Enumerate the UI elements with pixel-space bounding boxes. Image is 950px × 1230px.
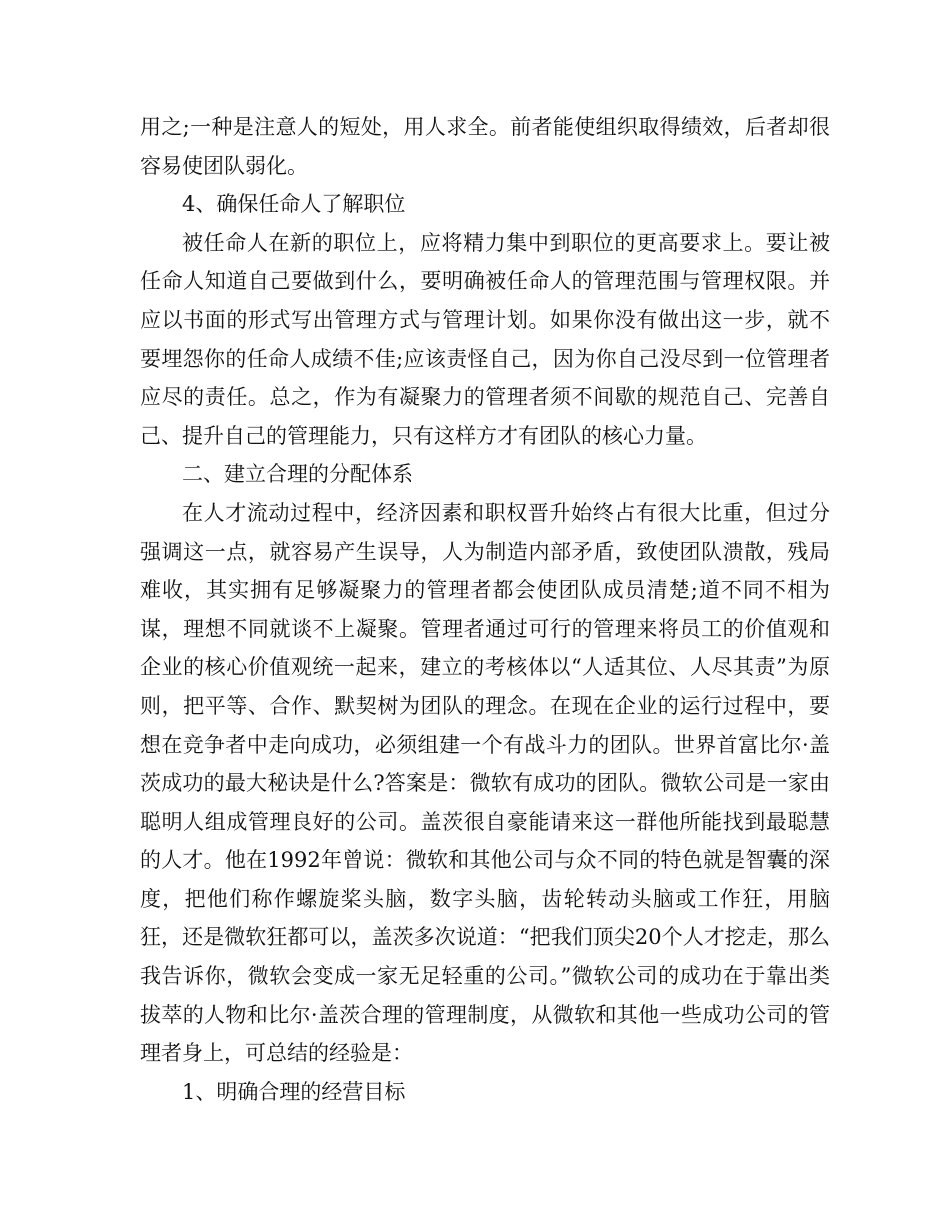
paragraph-continuation: 用之;一种是注意人的短处，用人求全。前者能使组织取得绩效，后者却很容易使团队弱化。 xyxy=(140,115,830,178)
paragraph-talent-flow-microsoft: 在人才流动过程中，经济因素和职权晋升始终占有很大比重，但过分强调这一点，就容易产生误导，人为制造内部矛盾，致使团队溃散，残局难收，其实拥有足够凝聚力的管理者都会使团队成员清楚;道不同不相为谋，理想不同就谈不上凝聚。管理者通过可行的管理来将员工的价值观和企业的核心价值观统一起来，建立的考核体以“人适其位、人尽其责”为原则，把平等、合作、默契树为团队的理念。在现在企业的运行过程中，要想在竞争者中走向成功，必须组建一个有战斗力的团队。世界首富比尔·盖茨成功的最大秘诀是什么?答案是：微软有成功的团队。微软公司是一家由聪明人组成管理良好的公司。盖茨很自豪能请来这一群他所能找到最聪慧的人才。他在1992年曾说：微软和其他公司与众不同的特色就是智囊的深度，把他们称作螺旋桨头脑，数字头脑，齿轮转动头脑或工作狂，用脑狂，还是微软狂都可以，盖茨多次说道：“把我们顶尖20个人才挖走，那么我告诉你，微软会变成一家无足轻重的公司。”微软公司的成功在于靠出类拔萃的人物和比尔·盖茨合理的管理制度，从微软和其他一些成功公司的管理者身上，可总结的经验是： xyxy=(140,500,830,1066)
document-body xyxy=(140,108,830,1111)
section-heading-distribution-system: 二、建立合理的分配体系 xyxy=(182,462,413,487)
paragraph-appointee-focus: 被任命人在新的职位上，应将精力集中到职位的更高要求上。要让被任命人知道自己要做到什么，要明确被任命人的管理范围与管理权限。并应以书面的形式写出管理方式与管理计划。如果你没有做出这一步，就不要埋怨你的任命人成绩不佳;应该责怪自己，因为你自己没尽到一位管理者应尽的责任。总之，作为有凝聚力的管理者须不间歇的规范自己、完善自己、提升自己的管理能力，只有这样方才有团队的核心力量。 xyxy=(140,230,830,448)
section-heading-ensure-appointee-understands-position: 4、确保任命人了解职位 xyxy=(182,192,406,217)
section-heading-business-goals: 1、明确合理的经营目标 xyxy=(182,1079,406,1104)
